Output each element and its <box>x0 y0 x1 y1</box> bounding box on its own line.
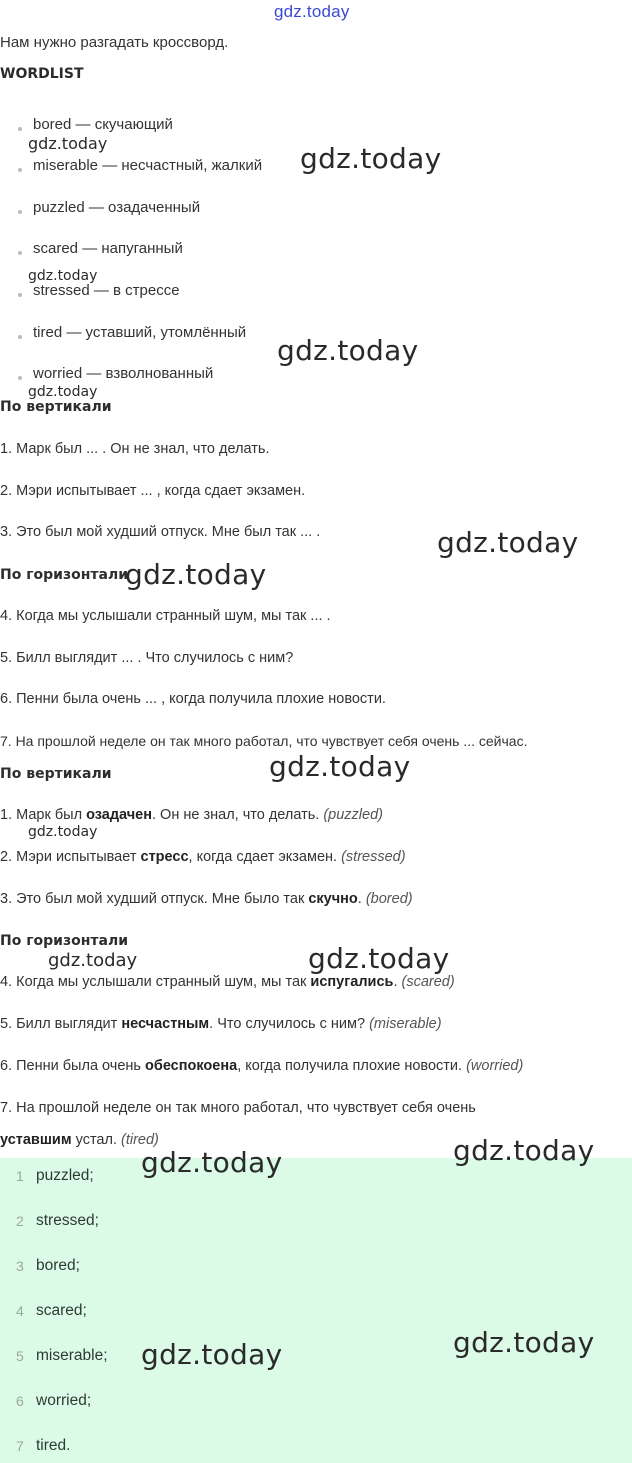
answer-text: stressed; <box>36 1212 99 1229</box>
watermark: gdz.today <box>28 384 98 400</box>
answer-text: worried; <box>36 1392 92 1409</box>
bullet-icon <box>18 376 22 380</box>
watermark: gdz.today <box>277 334 419 367</box>
clue-down-1: 1. Марк был ... . Он не знал, что делать. <box>0 441 270 457</box>
wordlist-item: scared — напуганный <box>33 240 183 257</box>
watermark: gdz.today <box>28 134 108 153</box>
answer-number: 2 <box>16 1213 24 1229</box>
clue-down-3: 3. Это был мой худший отпуск. Мне был так ... . <box>0 524 321 540</box>
clue-across-5: 5. Билл выглядит ... . Что случилось с ним? <box>0 650 294 666</box>
watermark: gdz.today <box>28 268 98 284</box>
watermark: gdz.today <box>453 1326 595 1359</box>
solution-across-heading: По горизонтали <box>0 933 129 949</box>
solution-down-heading: По вертикали <box>0 766 112 782</box>
answer-text: scared; <box>36 1302 87 1319</box>
answer-text: miserable; <box>36 1347 108 1364</box>
answer-text: puzzled; <box>36 1167 94 1184</box>
watermark: gdz.today <box>141 1338 283 1371</box>
answer-number: 7 <box>16 1438 24 1454</box>
bullet-icon <box>18 127 22 131</box>
bullet-icon <box>18 335 22 339</box>
bullet-icon <box>18 210 22 214</box>
watermark: gdz.today <box>28 824 98 840</box>
site-logo: gdz.today <box>274 2 350 21</box>
solution-across-7-line1: 7. На прошлой неделе он так много работал, что чувствует себя очень <box>0 1100 476 1116</box>
watermark: gdz.today <box>269 750 411 783</box>
watermark: gdz.today <box>141 1146 283 1179</box>
watermark: gdz.today <box>308 942 450 975</box>
bullet-icon <box>18 251 22 255</box>
answer-number: 3 <box>16 1258 24 1274</box>
wordlist-item: miserable — несчастный, жалкий <box>33 157 263 174</box>
watermark: gdz.today <box>125 558 267 591</box>
intro-text: Нам нужно разгадать кроссворд. <box>0 34 229 51</box>
solution-down-3: 3. Это был мой худший отпуск. Мне было так скучно. (bored) <box>0 891 413 907</box>
solution-across-6: 6. Пенни была очень обеспокоена, когда получила плохие новости. (worried) <box>0 1058 524 1074</box>
clue-down-2: 2. Мэри испытывает ... , когда сдает экзамен. <box>0 483 306 499</box>
answer-number: 5 <box>16 1348 24 1364</box>
watermark: gdz.today <box>300 142 442 175</box>
answer-text: tired. <box>36 1437 71 1454</box>
wordlist-item: worried — взволнованный <box>33 365 214 382</box>
wordlist-item: puzzled — озадаченный <box>33 199 201 216</box>
clues-down-heading: По вертикали <box>0 399 112 415</box>
clues-across-heading: По горизонтали <box>0 567 129 583</box>
solution-across-7-line2: уставшим устал. (tired) <box>0 1132 159 1148</box>
wordlist-item: stressed — в стрессе <box>33 282 180 299</box>
clue-across-4: 4. Когда мы услышали странный шум, мы так ... . <box>0 608 331 624</box>
wordlist-heading: WORDLIST <box>0 66 84 82</box>
answer-number: 1 <box>16 1168 24 1184</box>
clue-across-7: 7. На прошлой неделе он так много работал, что чувствует себя очень ... сейчас. <box>0 733 528 749</box>
wordlist-item: bored — скучающий <box>33 116 173 133</box>
answer-number: 4 <box>16 1303 24 1319</box>
bullet-icon <box>18 168 22 172</box>
answer-number: 6 <box>16 1393 24 1409</box>
solution-across-4: 4. Когда мы услышали странный шум, мы так испугались. (scared) <box>0 974 455 990</box>
solution-across-5: 5. Билл выглядит несчастным. Что случилось с ним? (miserable) <box>0 1016 442 1032</box>
watermark: gdz.today <box>437 526 579 559</box>
bullet-icon <box>18 293 22 297</box>
solution-down-1: 1. Марк был озадачен. Он не знал, что делать. (puzzled) <box>0 807 383 823</box>
answer-text: bored; <box>36 1257 80 1274</box>
clue-across-6: 6. Пенни была очень ... , когда получила плохие новости. <box>0 691 386 707</box>
solution-down-2: 2. Мэри испытывает стресс, когда сдает экзамен. (stressed) <box>0 849 406 865</box>
answer-box <box>0 1158 632 1463</box>
watermark: gdz.today <box>48 950 138 971</box>
wordlist-item: tired — уставший, утомлённый <box>33 324 247 341</box>
watermark: gdz.today <box>453 1134 595 1167</box>
